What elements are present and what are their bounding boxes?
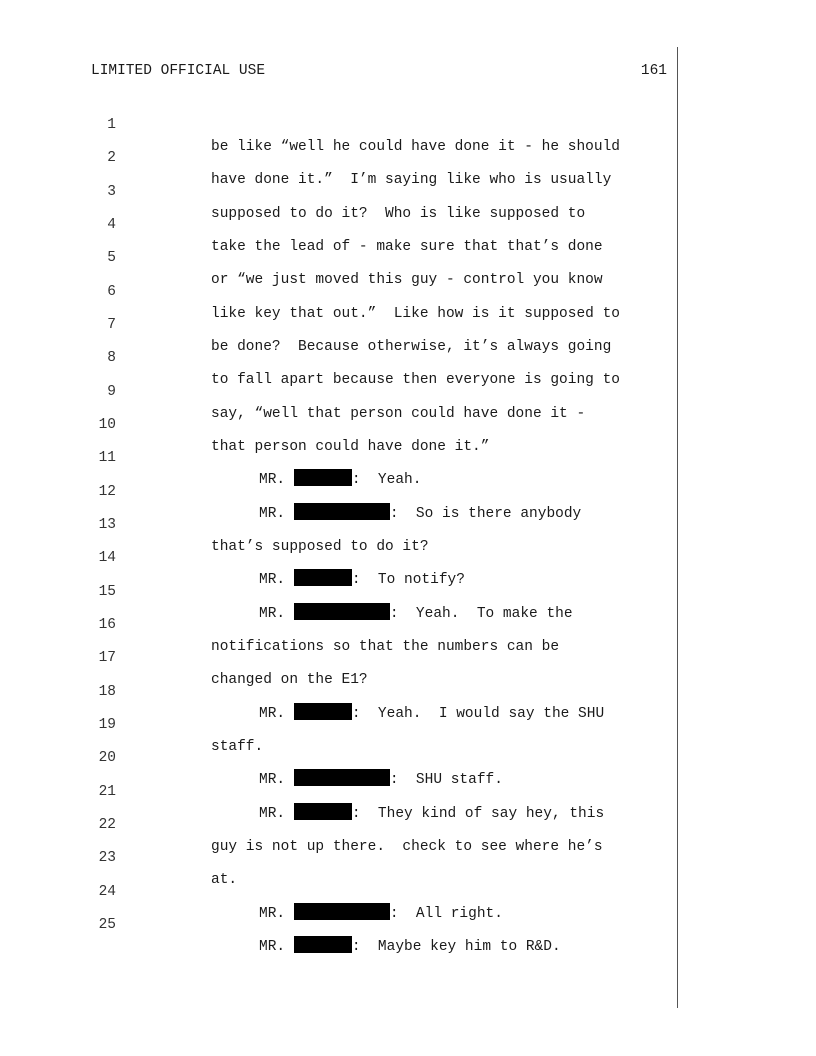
page-number: 161	[640, 63, 667, 79]
line-number: 23	[98, 850, 116, 867]
transcript-line	[0, 459, 816, 522]
line-number: 16	[98, 616, 116, 633]
speaker-title: MR.	[259, 605, 286, 622]
line-number: 14	[98, 550, 116, 567]
transcript-body	[0, 92, 816, 955]
transcript-line	[0, 825, 816, 889]
line-number: 3	[107, 183, 116, 200]
speaker-title: MR.	[259, 938, 286, 955]
speaker-title: MR.	[259, 572, 286, 589]
line-text: at.	[211, 872, 238, 889]
line-text: take the lead of - make sure that that’s done	[211, 238, 603, 255]
line-text: like key that out.” Like how is it supposed to	[211, 305, 620, 322]
line-text: supposed to do it? Who is like supposed to	[211, 205, 586, 222]
speaker-title: MR.	[259, 905, 286, 922]
line-number: 20	[98, 750, 116, 767]
line-text: : All right.	[389, 905, 503, 922]
transcript-line	[0, 125, 816, 189]
line-text: : Yeah.	[351, 472, 422, 489]
line-text: : Maybe key him to R&D.	[351, 938, 561, 955]
transcript-line	[0, 325, 816, 389]
line-number: 21	[98, 783, 116, 800]
line-text: : SHU staff.	[389, 772, 503, 789]
line-text: to fall apart because then everyone is going to	[211, 372, 620, 389]
transcript-line	[0, 625, 816, 689]
transcript-line	[0, 159, 816, 222]
transcript-line	[0, 759, 816, 822]
speaker-title: MR.	[259, 805, 286, 822]
line-number: 19	[98, 716, 116, 733]
transcript-line	[0, 792, 816, 855]
redaction-bar	[294, 936, 352, 953]
transcript-line	[0, 392, 816, 455]
transcript-line	[0, 225, 816, 289]
line-text: staff.	[211, 738, 264, 755]
line-text: have done it.” I’m saying like who is usually	[211, 172, 612, 189]
line-text: that’s supposed to do it?	[211, 538, 429, 555]
line-text: : They kind of say hey, this	[351, 805, 605, 822]
transcript-line	[0, 592, 816, 655]
line-text: changed on the E1?	[211, 672, 368, 689]
speaker-title: MR.	[259, 772, 286, 789]
transcript-line	[0, 892, 816, 955]
line-text: or “we just moved this guy - control you know	[211, 272, 603, 289]
transcript-line	[0, 425, 816, 489]
transcript-line	[0, 692, 816, 755]
transcript-line	[0, 359, 816, 422]
line-number: 7	[107, 316, 116, 333]
classification-label: LIMITED OFFICIAL USE	[91, 63, 266, 79]
line-number: 18	[98, 683, 116, 700]
line-text: : To notify?	[351, 572, 465, 589]
line-text: : Yeah. To make the	[389, 605, 573, 622]
line-number: 2	[107, 150, 116, 167]
line-text: be done? Because otherwise, it’s always going	[211, 338, 612, 355]
line-text: be like “well he could have done it - he should	[211, 139, 620, 155]
line-text: that person could have done it.”	[211, 438, 490, 455]
speaker-title: MR.	[259, 705, 286, 722]
line-number: 10	[98, 416, 116, 433]
line-number: 24	[98, 883, 116, 900]
line-number: 17	[98, 650, 116, 667]
transcript-line	[0, 859, 816, 922]
line-text: guy is not up there. check to see where he’s	[211, 838, 603, 855]
speaker-line	[259, 936, 561, 958]
speaker-title: MR.	[259, 472, 286, 489]
transcript-line	[0, 259, 816, 322]
transcript-line	[0, 725, 816, 789]
line-number: 6	[107, 283, 116, 300]
line-number: 15	[98, 583, 116, 600]
line-number: 12	[98, 483, 116, 500]
transcript-line	[0, 659, 816, 722]
line-number: 8	[107, 350, 116, 367]
speaker-title: MR.	[259, 505, 286, 522]
line-number: 1	[107, 117, 116, 133]
transcript-line	[0, 192, 816, 255]
transcript-line	[0, 292, 816, 355]
line-text: say, “well that person could have done it -	[211, 405, 586, 422]
line-number: 5	[107, 250, 116, 267]
line-text: : So is there anybody	[389, 505, 582, 522]
line-text: : Yeah. I would say the SHU	[351, 705, 605, 722]
line-number: 4	[107, 216, 116, 233]
line-number: 13	[98, 516, 116, 533]
line-number: 22	[98, 816, 116, 833]
transcript-line	[0, 492, 816, 555]
transcript-line	[0, 92, 816, 155]
line-number: 25	[98, 916, 116, 933]
line-text: notifications so that the numbers can be	[211, 638, 560, 655]
transcript-line	[0, 525, 816, 589]
line-number: 9	[107, 383, 116, 400]
line-number: 11	[98, 450, 116, 467]
transcript-line	[0, 559, 816, 622]
